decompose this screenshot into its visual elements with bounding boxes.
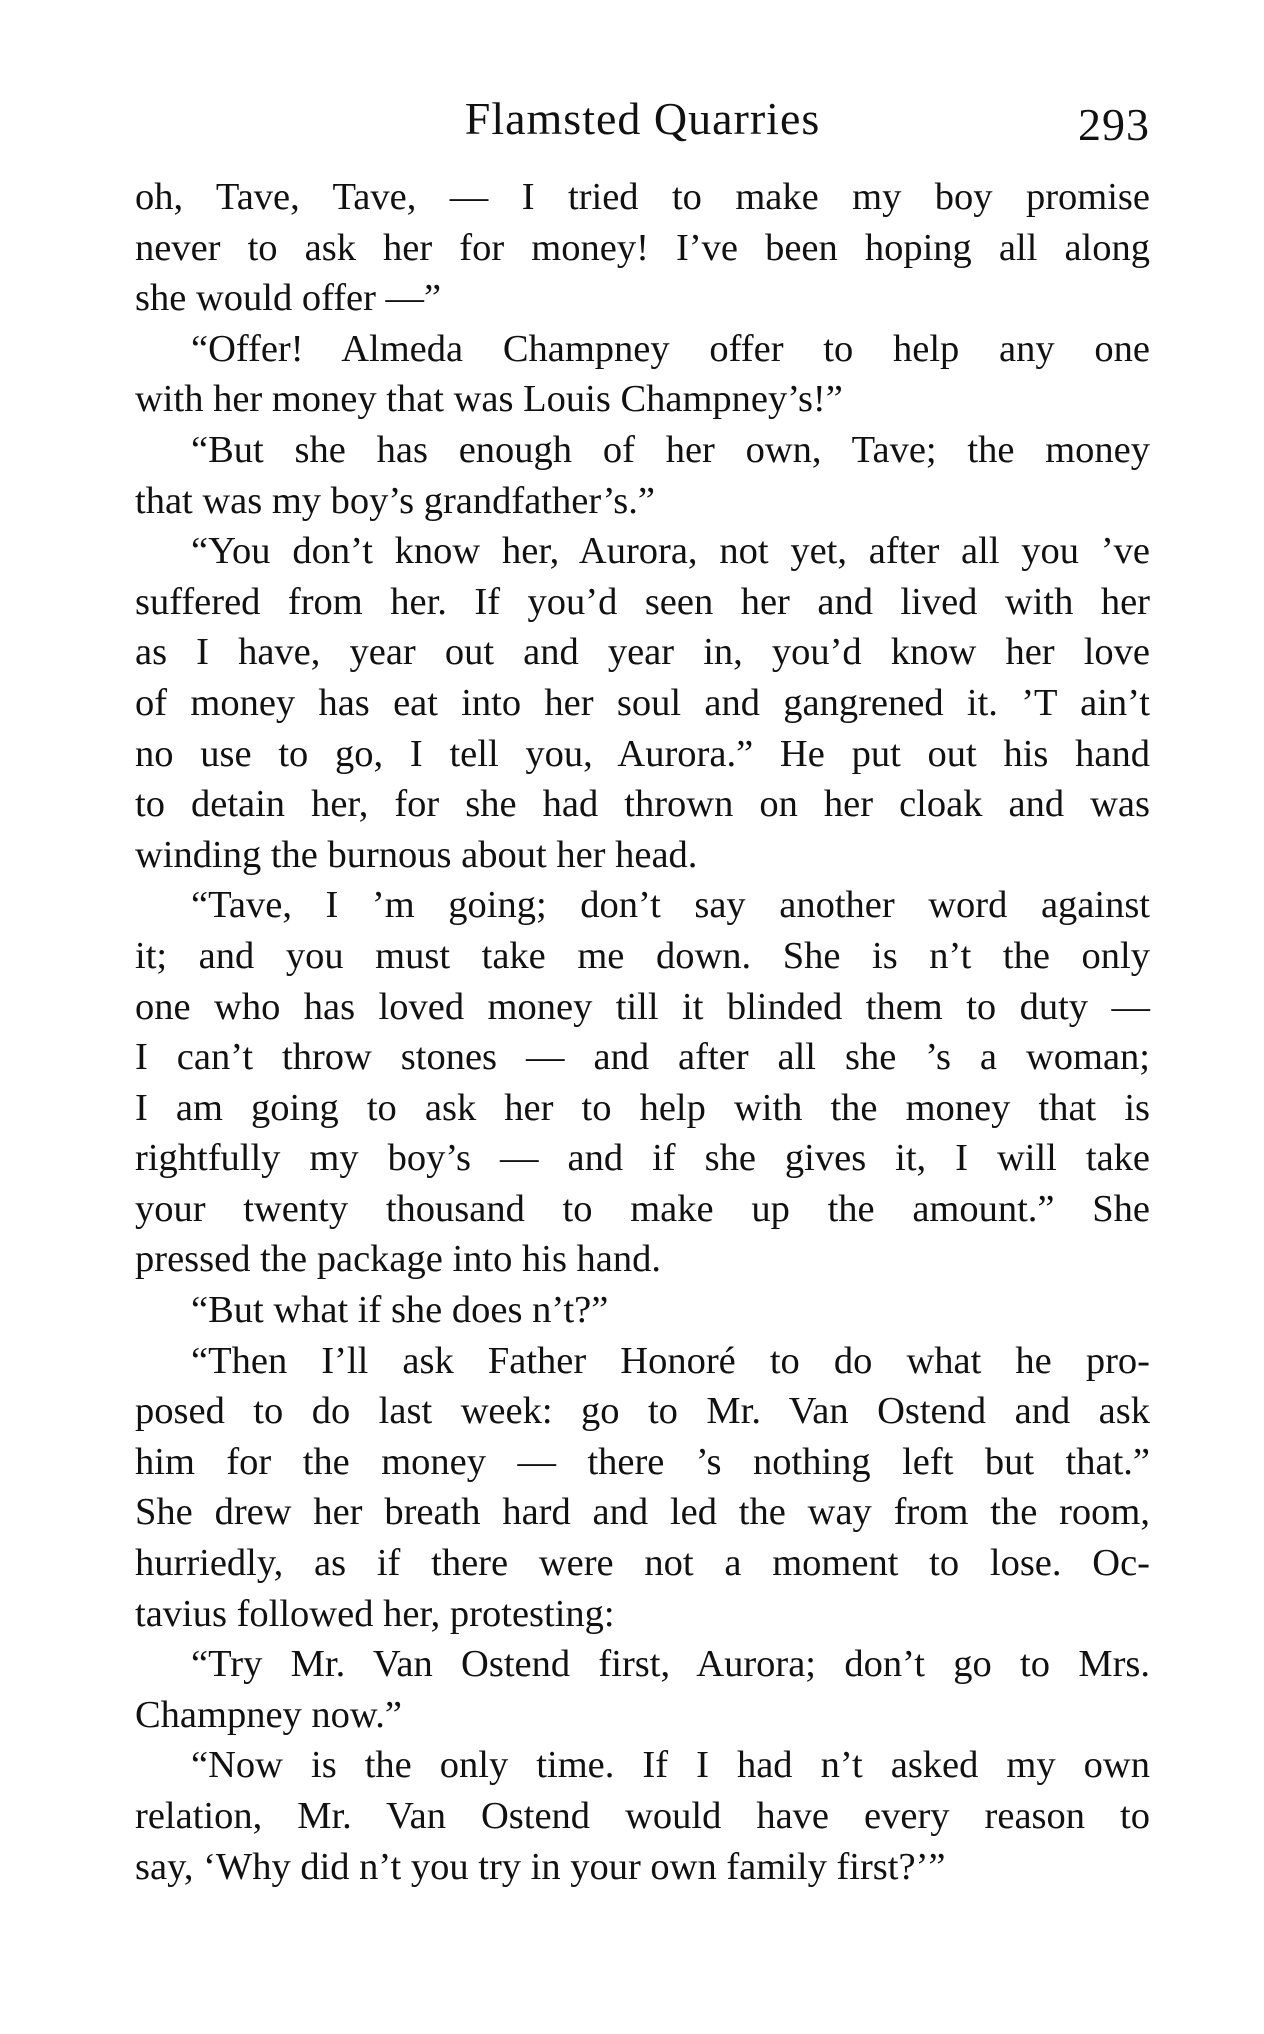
text-line: I am going to ask her to help with the money that is	[135, 1086, 1150, 1129]
text-line: of money has eat into her soul and gangrened it. ’T ain’t	[135, 681, 1150, 724]
text-line: “You don’t know her, Aurora, not yet, after all you ’ve	[191, 530, 1150, 573]
text-line: pressed the package into his hand.	[135, 1238, 662, 1281]
text-line: as I have, year out and year in, you’d know her love	[135, 631, 1150, 674]
text-line: “Try Mr. Van Ostend first, Aurora; don’t go to Mrs.	[191, 1643, 1150, 1686]
text-line: suffered from her. If you’d seen her and lived with her	[135, 580, 1150, 623]
text-line: hurriedly, as if there were not a moment to lose. Oc-	[135, 1542, 1150, 1585]
text-line: it; and you must take me down. She is n’t the only	[135, 934, 1150, 977]
text-line: she would offer —”	[135, 277, 442, 320]
running-title: Flamsted Quarries	[464, 93, 821, 144]
text-line: no use to go, I tell you, Aurora.” He put out his hand	[135, 732, 1150, 775]
text-line: “Offer! Almeda Champney offer to help any one	[191, 327, 1150, 370]
text-line: posed to do last week: go to Mr. Van Ostend and ask	[135, 1390, 1150, 1433]
text-line: say, ‘Why did n’t you try in your own family first?’”	[135, 1845, 946, 1888]
text-line: I can’t throw stones — and after all she ’s a woman;	[135, 1036, 1150, 1079]
text-line: Champney now.”	[135, 1693, 402, 1736]
text-line: “Then I’ll ask Father Honoré to do what he pro-	[191, 1339, 1150, 1382]
text-line: never to ask her for money! I’ve been hoping all along	[135, 226, 1150, 269]
text-line: rightfully my boy’s — and if she gives it, I will take	[135, 1137, 1150, 1180]
text-line: “Tave, I ’m going; don’t say another word against	[191, 884, 1150, 927]
text-line: to detain her, for she had thrown on her cloak and was	[135, 783, 1150, 826]
text-line: with her money that was Louis Champney’s!”	[135, 378, 843, 421]
text-line: “Now is the only time. If I had n’t asked my own	[191, 1744, 1150, 1787]
text-line: “But she has enough of her own, Tave; the money	[191, 428, 1150, 471]
text-line: tavius followed her, protesting:	[135, 1592, 615, 1635]
text-line: your twenty thousand to make up the amount.” She	[135, 1187, 1150, 1230]
text-line: one who has loved money till it blinded them to duty —	[135, 985, 1150, 1028]
body-text	[135, 172, 1150, 1892]
text-line: that was my boy’s grandfather’s.”	[135, 479, 655, 522]
text-line: She drew her breath hard and led the way from the room,	[135, 1491, 1150, 1534]
page-number: 293	[1078, 99, 1150, 150]
running-head	[135, 84, 1150, 154]
text-line: him for the money — there ’s nothing left but that.”	[135, 1440, 1150, 1483]
text-line: relation, Mr. Van Ostend would have every reason to	[135, 1795, 1150, 1837]
text-line: oh, Tave, Tave, — I tried to make my boy promise	[135, 176, 1150, 218]
text-line: winding the burnous about her head.	[135, 833, 698, 876]
text-line: “But what if she does n’t?”	[191, 1289, 609, 1332]
